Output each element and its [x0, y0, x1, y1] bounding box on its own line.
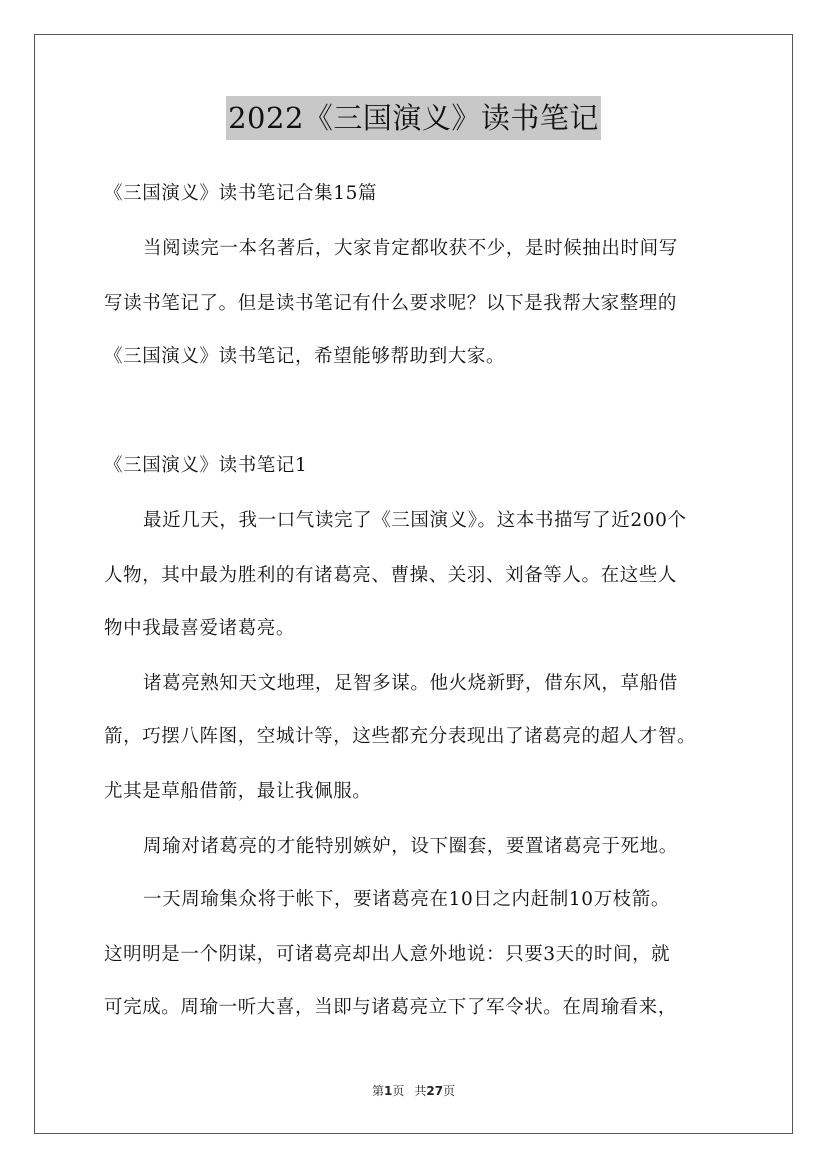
document-title: 2022《三国演义》读书笔记 — [226, 96, 601, 140]
page-number: 1 — [383, 1084, 393, 1098]
intro-line: 当阅读完一本名著后，大家肯定都收获不少，是时候抽出时间写 — [143, 238, 678, 259]
body-line: 物中我最喜爱诸葛亮。 — [104, 618, 296, 639]
section-heading: 《三国演义》读书笔记1 — [104, 455, 308, 476]
body-line: 这明明是一个阴谋，可诸葛亮却出人意外地说：只要3天的时间，就 — [104, 944, 671, 965]
intro-line: 《三国演义》读书笔记，希望能够帮助到大家。 — [104, 346, 506, 367]
total-prefix: 共 — [414, 1084, 427, 1098]
page-suffix: 页 — [392, 1084, 405, 1098]
page-footer — [0, 1083, 827, 1099]
intro-line: 写读书笔记了。但是读书笔记有什么要求呢？以下是我帮大家整理的 — [104, 293, 678, 314]
body-line: 可完成。周瑜一听大喜，当即与诸葛亮立下了军令状。在周瑜看来， — [104, 997, 678, 1018]
body-line: 诸葛亮熟知天文地理，足智多谋。他火烧新野，借东风，草船借 — [143, 673, 678, 694]
body-line: 最近几天，我一口气读完了《三国演义》。这本书描写了近200个 — [143, 510, 687, 531]
title-container — [0, 96, 827, 140]
total-suffix: 页 — [443, 1084, 456, 1098]
document-subtitle: 《三国演义》读书笔记合集15篇 — [104, 183, 378, 204]
total-pages: 27 — [426, 1084, 444, 1098]
page-prefix: 第 — [371, 1084, 384, 1098]
body-line: 人物，其中最为胜利的有诸葛亮、曹操、关羽、刘备等人。在这些人 — [104, 565, 678, 586]
body-line: 箭，巧摆八阵图，空城计等，这些都充分表现出了诸葛亮的超人才智。 — [104, 726, 697, 747]
body-line: 尤其是草船借箭，最让我佩服。 — [104, 781, 372, 802]
body-line: 一天周瑜集众将于帐下，要诸葛亮在10日之内赶制10万枝箭。 — [143, 889, 670, 910]
body-line: 周瑜对诸葛亮的才能特别嫉妒，设下圈套，要置诸葛亮于死地。 — [143, 836, 678, 857]
